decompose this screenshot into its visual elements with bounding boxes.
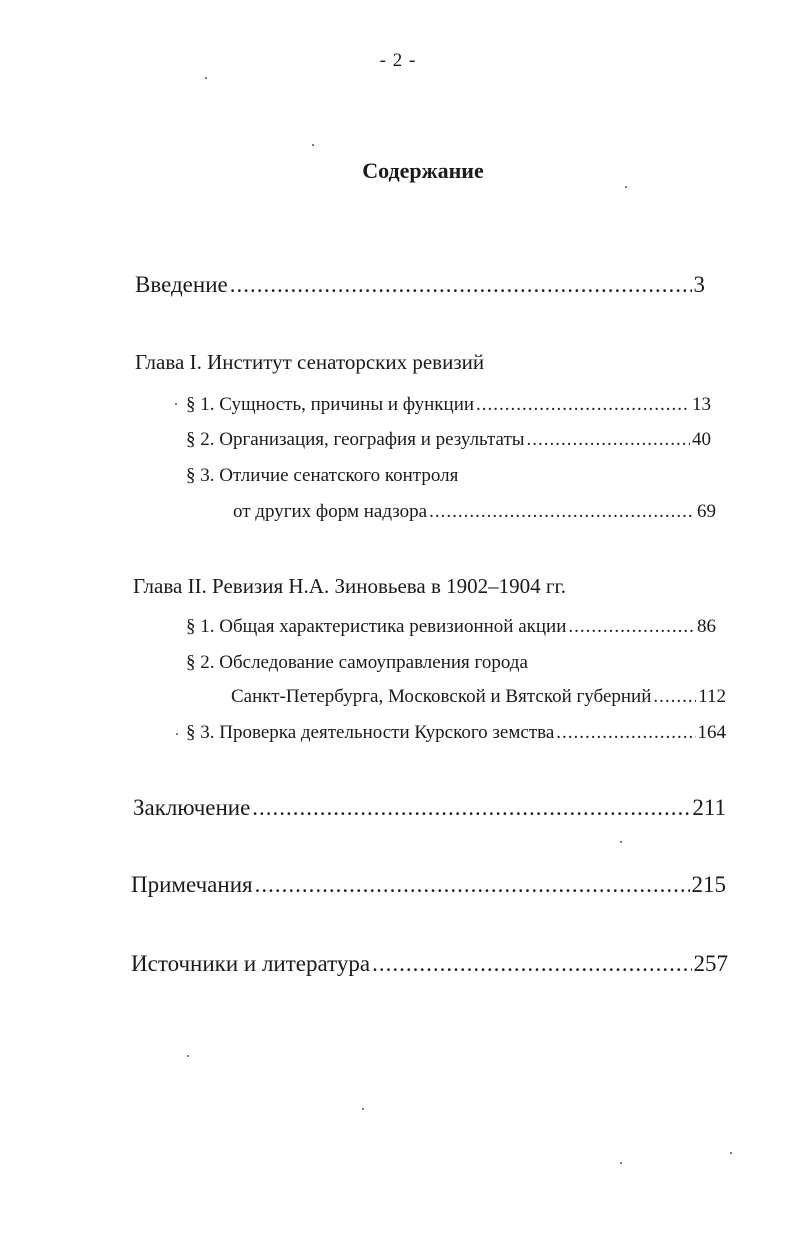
toc-entry-page: 112 (698, 686, 726, 707)
toc-entry-ch2-s2-line1: § 2. Обследование самоуправления города (186, 652, 528, 673)
toc-entry-label: Введение (135, 272, 228, 297)
toc-entry-ch2-s2[interactable] (231, 686, 726, 708)
scan-speck (176, 733, 178, 735)
scan-speck (175, 403, 177, 405)
toc-leader-dots (527, 429, 690, 451)
toc-leader-dots (255, 872, 690, 898)
toc-entry-page: 13 (692, 394, 711, 415)
toc-entry-page: 86 (697, 616, 716, 637)
toc-entry-page: 215 (691, 872, 726, 897)
toc-entry-label: Примечания (131, 872, 253, 897)
toc-entry-ch1-s2[interactable] (186, 429, 711, 451)
toc-entry-label: Заключение (133, 795, 251, 820)
chapter-2-heading: Глава II. Ревизия Н.А. Зиновьева в 1902–1904 гг. (133, 574, 567, 598)
toc-leader-dots (252, 795, 690, 821)
toc-entry-page: 257 (693, 951, 728, 976)
chapter-1-heading: Глава I. Институт сенаторских ревизий (135, 350, 485, 374)
toc-entry-intro[interactable] (135, 272, 705, 298)
toc-entry-page: 211 (692, 795, 726, 820)
toc-leader-dots (372, 951, 691, 977)
toc-entry-notes[interactable] (131, 872, 726, 898)
toc-leader-dots (556, 722, 695, 744)
toc-leader-dots (230, 272, 692, 298)
toc-entry-ch2-s3[interactable] (186, 722, 726, 744)
scan-speck (312, 144, 314, 146)
scan-speck (730, 1152, 732, 1154)
toc-leader-dots (568, 616, 695, 638)
toc-entry-page: 69 (697, 501, 716, 522)
scan-speck (625, 186, 627, 188)
toc-entry-ch1-s3[interactable] (233, 501, 716, 523)
scan-speck (205, 77, 207, 79)
toc-entry-ch1-s3-line1: § 3. Отличие сенатского контроля (186, 465, 459, 486)
toc-entry-label: § 3. Проверка деятельности Курского земства (186, 722, 555, 743)
toc-entry-ch1-s1[interactable] (186, 394, 711, 416)
toc-leader-dots (653, 686, 696, 708)
toc-leader-dots (429, 501, 695, 523)
toc-entry-page: 40 (692, 429, 711, 450)
scan-speck (187, 1055, 189, 1057)
toc-entry-label: Источники и литература (131, 951, 371, 976)
toc-entry-label: § 1. Сущность, причины и функции (186, 394, 475, 415)
toc-entry-ch2-s1[interactable] (186, 616, 716, 638)
toc-entry-label: § 2. Организация, география и результаты (186, 429, 525, 450)
toc-entry-label: Санкт-Петербурга, Московской и Вятской губерний (231, 686, 652, 707)
scan-speck (362, 1108, 364, 1110)
toc-leader-dots (476, 394, 690, 416)
toc-entry-page: 3 (693, 272, 705, 297)
toc-entry-conclusion[interactable] (133, 795, 726, 821)
toc-entry-sources[interactable] (131, 951, 728, 977)
scan-speck (620, 1162, 622, 1164)
toc-entry-label: от других форм надзора (233, 501, 428, 522)
toc-entry-label: § 1. Общая характеристика ревизионной акции (186, 616, 567, 637)
toc-entry-page: 164 (697, 722, 726, 743)
page-number: - 2 - (379, 50, 417, 71)
page-title: Содержание (362, 158, 484, 183)
scan-speck (620, 841, 622, 843)
